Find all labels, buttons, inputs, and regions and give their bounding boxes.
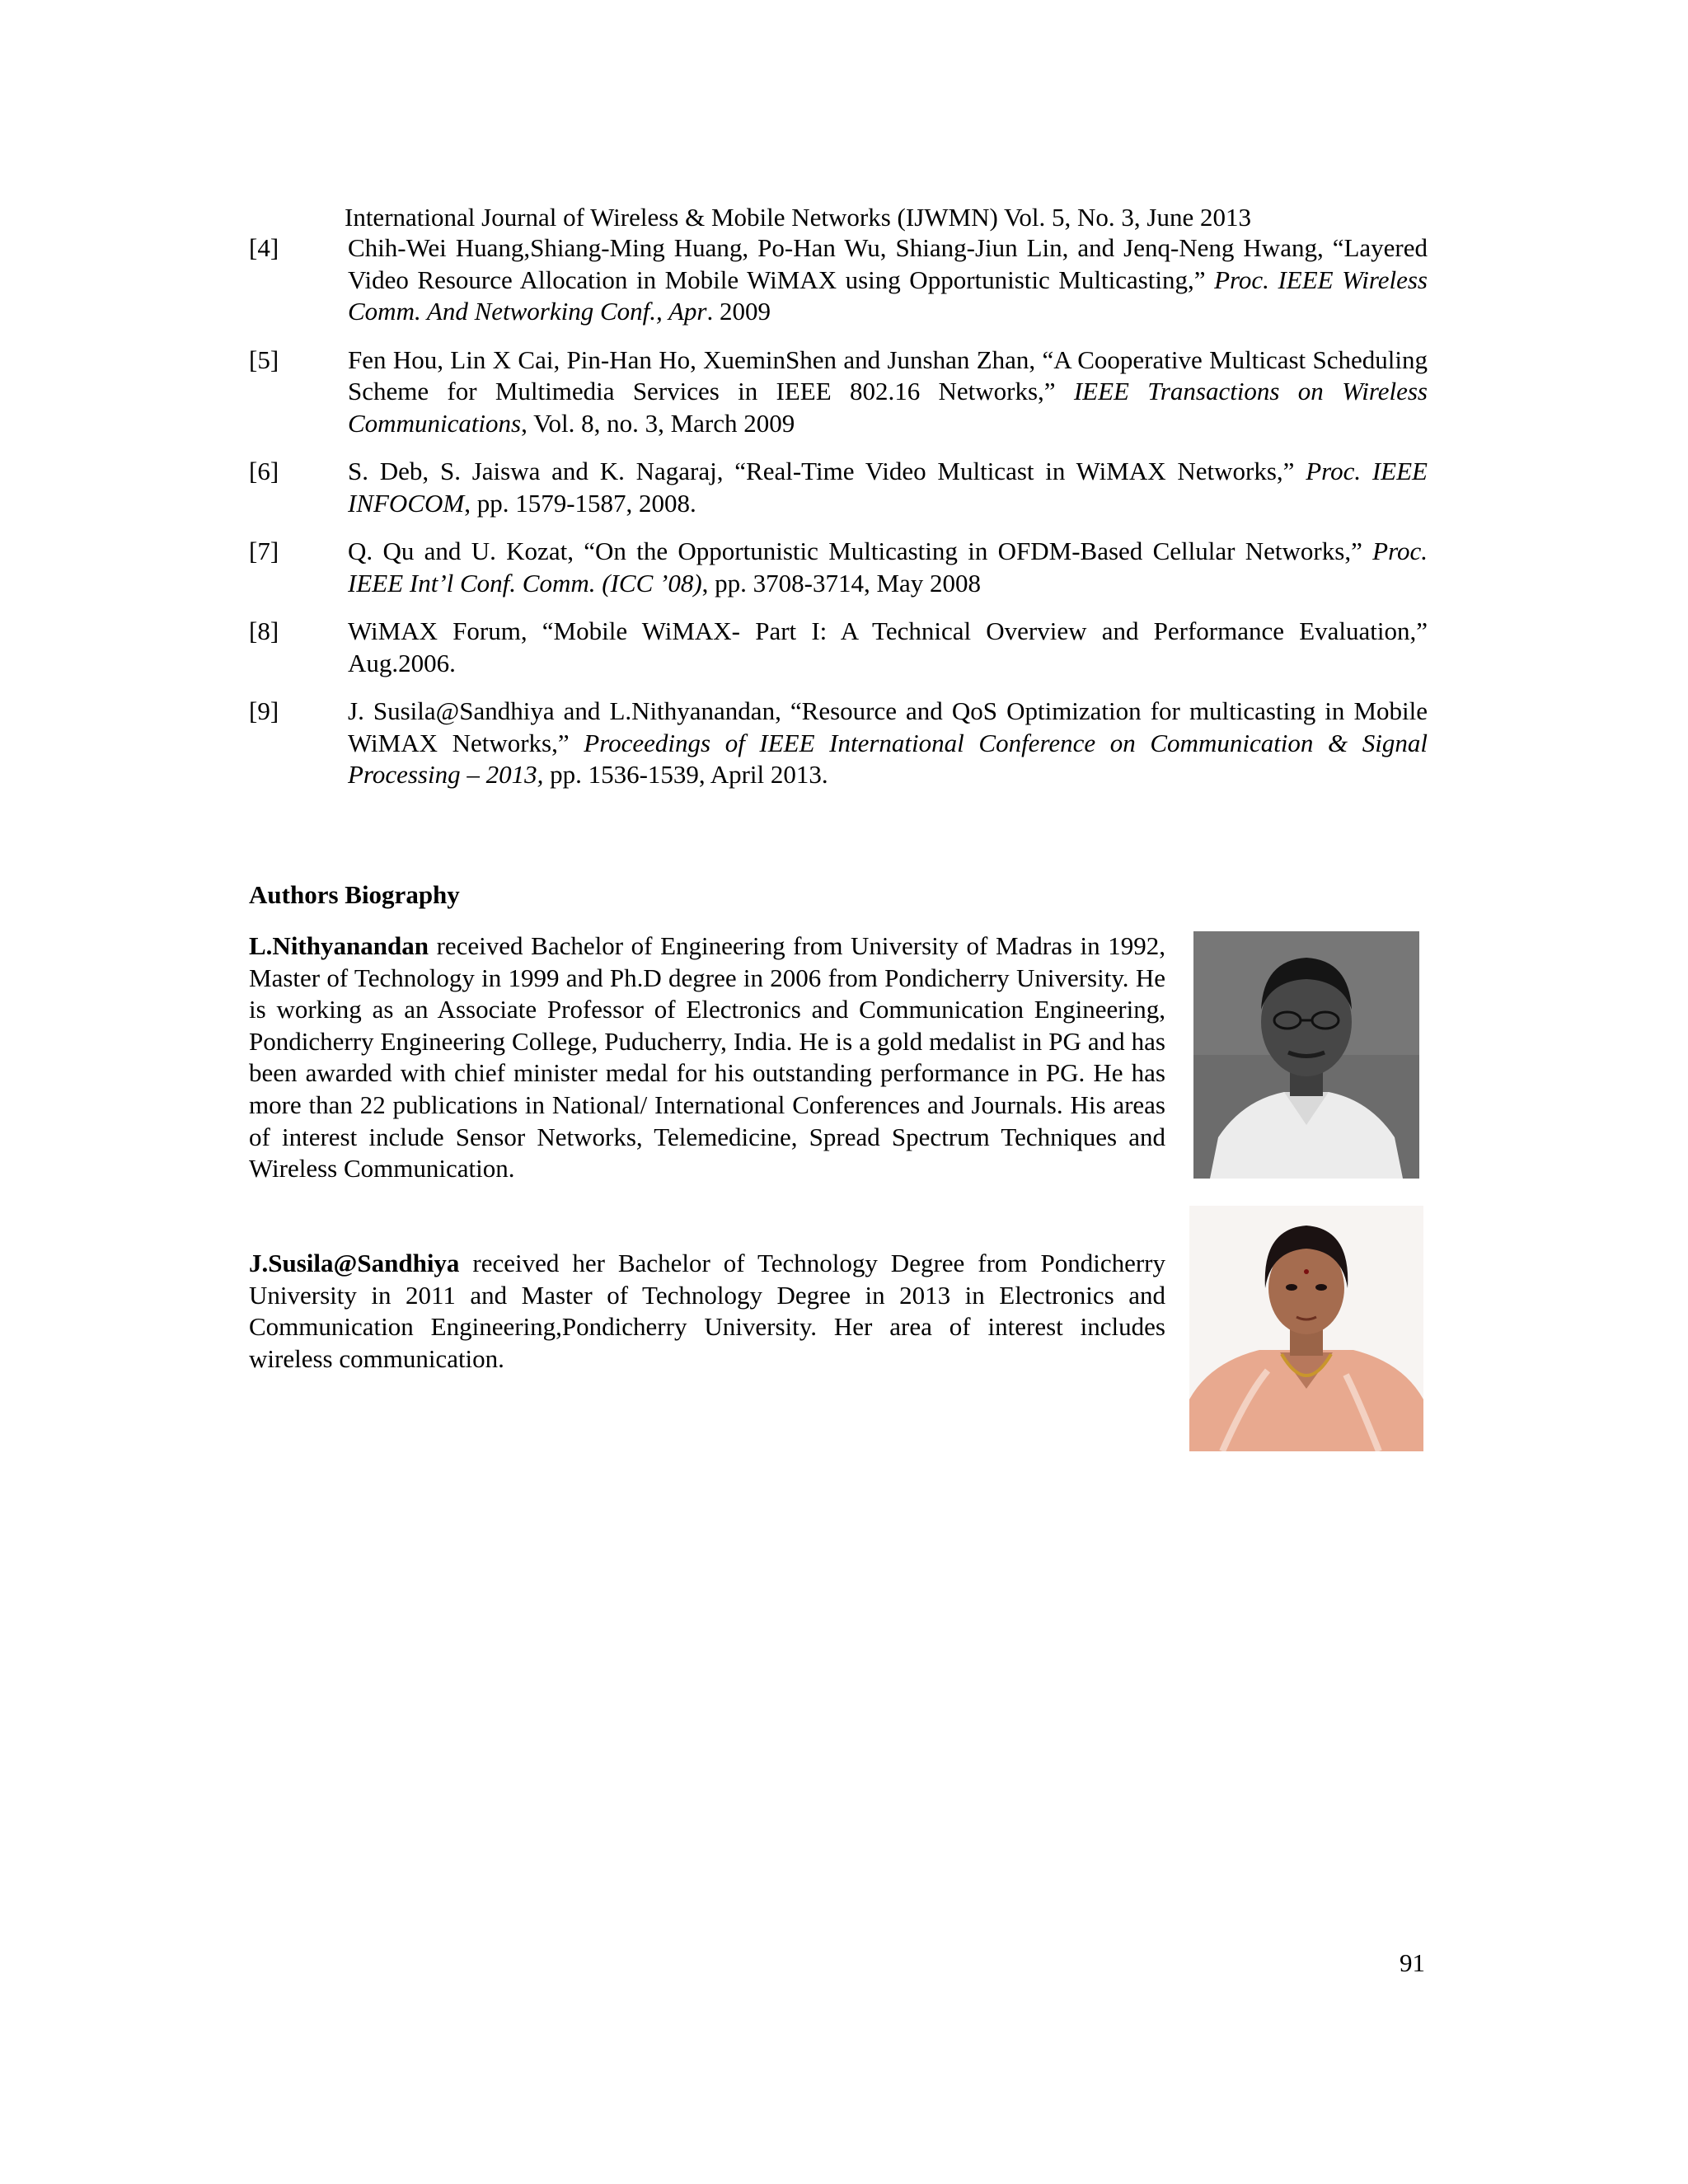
- reference-venue: IEEE Transactions on Wireless Communications: [348, 377, 1428, 438]
- reference-number: [4]: [249, 233, 279, 262]
- author-bio: [249, 930, 1165, 1185]
- reference-venue: Proc. IEEE Int’l Conf. Comm. (ICC ’08): [348, 537, 1428, 598]
- section-title: Authors Biography: [249, 880, 460, 909]
- reference-text: [348, 616, 1428, 679]
- reference-text: [348, 456, 1428, 519]
- reference-item: [249, 616, 1428, 679]
- reference-number: [7]: [249, 537, 279, 565]
- author-name: L.Nithyanandan: [249, 931, 429, 960]
- reference-venue: Proc. IEEE Wireless Comm. And Networking Conf., Apr: [348, 265, 1428, 326]
- reference-details: , pp. 1579-1587, 2008.: [464, 488, 696, 518]
- reference-item: [249, 696, 1428, 791]
- reference-item: [249, 456, 1428, 519]
- author-photo: [1193, 931, 1419, 1179]
- reference-details: . 2009: [706, 297, 771, 326]
- reference-text: [348, 696, 1428, 791]
- reference-details: , pp. 3708-3714, May 2008: [701, 568, 982, 598]
- reference-text: [348, 536, 1428, 599]
- page-number: 91: [1400, 1948, 1425, 1977]
- author-photo-graphic: [1189, 1206, 1423, 1451]
- reference-venue: Proceedings of IEEE International Conference on Communication & Signal Processing – 2013,: [348, 728, 1428, 789]
- reference-authors-title: Chih-Wei Huang,Shiang-Ming Huang, Po-Han Wu, Shiang-Jiun Lin, and Jenq-Neng Hwang, “Layered Video Resource Allocation in Mobile WiMAX using Opportunistic Multicasting,”: [348, 233, 1428, 294]
- author-name: J.Susila@Sandhiya: [249, 1249, 460, 1277]
- reference-text: [348, 232, 1428, 328]
- reference-authors-title: Fen Hou, Lin X Cai, Pin-Han Ho, XueminShen and Junshan Zhan, “A Cooperative Multicast Scheduling Scheme for Multimedia Services in IEEE 802.16 Networks,”: [348, 344, 1428, 405]
- reference-number: [9]: [249, 696, 279, 725]
- author-bio-text: received Bachelor of Engineering from University of Madras in 1992, Master of Technology in 1999 and Ph.D degree in 2006 from Pondicherry University. He is working as an Associate Professor of Electronics and Communication Engineering, Pondicherry Engineering College, Puducherry, India. He is a gold medalist in PG and has been awarded with chief minister medal for his outstanding performance in PG. He has more than 22 publications in National/ International Conferences and Journals. His areas of interest include Sensor Networks, Telemedicine, Spread Spectrum Techniques and Wireless Communication.: [249, 931, 1165, 1183]
- author-photo: [1189, 1206, 1423, 1451]
- reference-details: pp. 1536-1539, April 2013.: [543, 760, 828, 789]
- reference-venue: Proc. IEEE INFOCOM: [348, 457, 1428, 518]
- author-bio: [249, 1248, 1165, 1375]
- reference-list: [249, 232, 1428, 808]
- reference-authors-title: WiMAX Forum, “Mobile WiMAX- Part I: A Technical Overview and Performance Evaluation,” Aug.2006.: [348, 616, 1428, 677]
- reference-number: [6]: [249, 457, 279, 485]
- reference-number: [8]: [249, 616, 279, 645]
- running-header: International Journal of Wireless & Mobile Networks (IJWMN) Vol. 5, No. 3, June 2013: [345, 203, 1251, 232]
- reference-item: [249, 536, 1428, 599]
- reference-item: [249, 344, 1428, 440]
- reference-authors-title: Q. Qu and U. Kozat, “On the Opportunistic Multicasting in OFDM-Based Cellular Networks,”: [348, 537, 1373, 565]
- reference-details: , Vol. 8, no. 3, March 2009: [521, 408, 795, 438]
- reference-number: [5]: [249, 344, 279, 374]
- reference-authors-title: J. Susila@Sandhiya and L.Nithyanandan, “Resource and QoS Optimization for multicasting in Mobile WiMAX Networks,”: [348, 696, 1428, 757]
- reference-authors-title: S. Deb, S. Jaiswa and K. Nagaraj, “Real-Time Video Multicast in WiMAX Networks,”: [348, 457, 1306, 485]
- author-bio-text: received her Bachelor of Technology Degree from Pondicherry University in 2011 and Master of Technology Degree in 2013 in Electronics and Communication Engineering,Pondicherry University. Her area of interest includes wireless communication.: [249, 1249, 1165, 1373]
- author-photo-graphic: [1193, 931, 1419, 1179]
- reference-item: [249, 232, 1428, 328]
- reference-text: [348, 344, 1428, 440]
